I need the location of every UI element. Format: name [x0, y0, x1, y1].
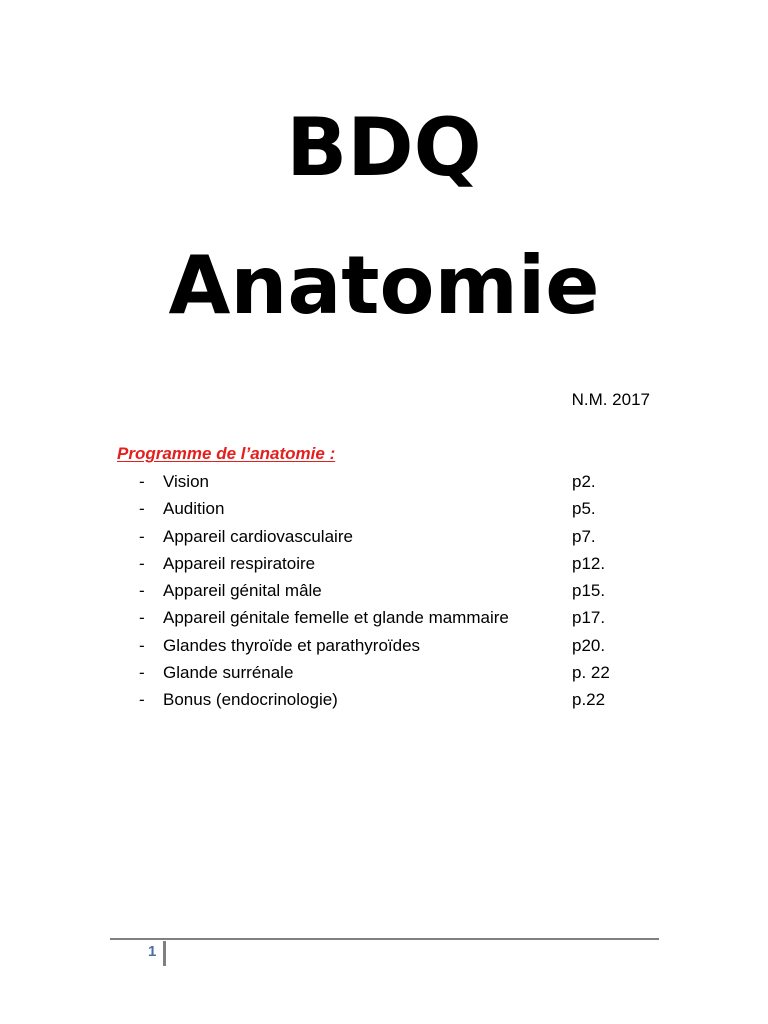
toc-dash: -: [139, 553, 145, 573]
toc-page-ref: p5.: [572, 499, 596, 519]
toc-dash: -: [139, 663, 145, 683]
toc-label: Appareil cardiovasculaire: [163, 526, 353, 546]
toc-dash: -: [139, 472, 145, 491]
toc-item: [0, 554, 768, 581]
toc-page-ref: p12.: [572, 553, 606, 573]
document-title-line-2: Anatomie: [168, 239, 600, 332]
toc-label: Glande surrénale: [163, 663, 294, 683]
program-heading: Programme de l’anatomie :: [117, 444, 336, 463]
toc-page-ref: p.22: [572, 690, 606, 710]
toc-dash: -: [139, 526, 145, 546]
toc-item: [0, 608, 768, 635]
toc-item: [0, 527, 768, 554]
toc-label: Appareil génital mâle: [163, 581, 322, 601]
toc-dash: -: [139, 690, 145, 710]
toc-page-ref: p15.: [572, 581, 606, 601]
toc-item: [0, 636, 768, 663]
toc-label: Appareil respiratoire: [163, 553, 316, 573]
toc-dash: -: [139, 499, 145, 519]
toc-label: Glandes thyroïde et parathyroïdes: [163, 635, 421, 655]
toc-page-ref: p20.: [572, 635, 606, 655]
toc-page-ref: p17.: [572, 608, 606, 628]
toc-label: Bonus (endocrinologie): [163, 690, 338, 710]
toc-item: [0, 663, 768, 690]
toc-page-ref: p2.: [572, 472, 596, 491]
toc-label: Appareil génitale femelle et glande mammaire: [163, 608, 509, 628]
toc-dash: -: [139, 608, 145, 628]
toc-page-ref: p. 22: [572, 663, 610, 683]
toc-item: [0, 690, 768, 717]
toc-dash: -: [139, 581, 145, 601]
page-number-divider: [163, 941, 166, 966]
toc-item: [0, 581, 768, 608]
toc-dash: -: [139, 635, 145, 655]
page-number: 1: [148, 943, 157, 960]
toc-item: [0, 472, 768, 499]
toc-label: Audition: [163, 499, 225, 519]
table-of-contents: [0, 472, 768, 718]
toc-label: Vision: [163, 472, 209, 491]
toc-page-ref: p7.: [572, 526, 596, 546]
document-title-line-1: BDQ: [286, 101, 482, 194]
footer-divider: [110, 938, 659, 940]
author-year: N.M. 2017: [571, 390, 650, 409]
toc-item: [0, 499, 768, 526]
